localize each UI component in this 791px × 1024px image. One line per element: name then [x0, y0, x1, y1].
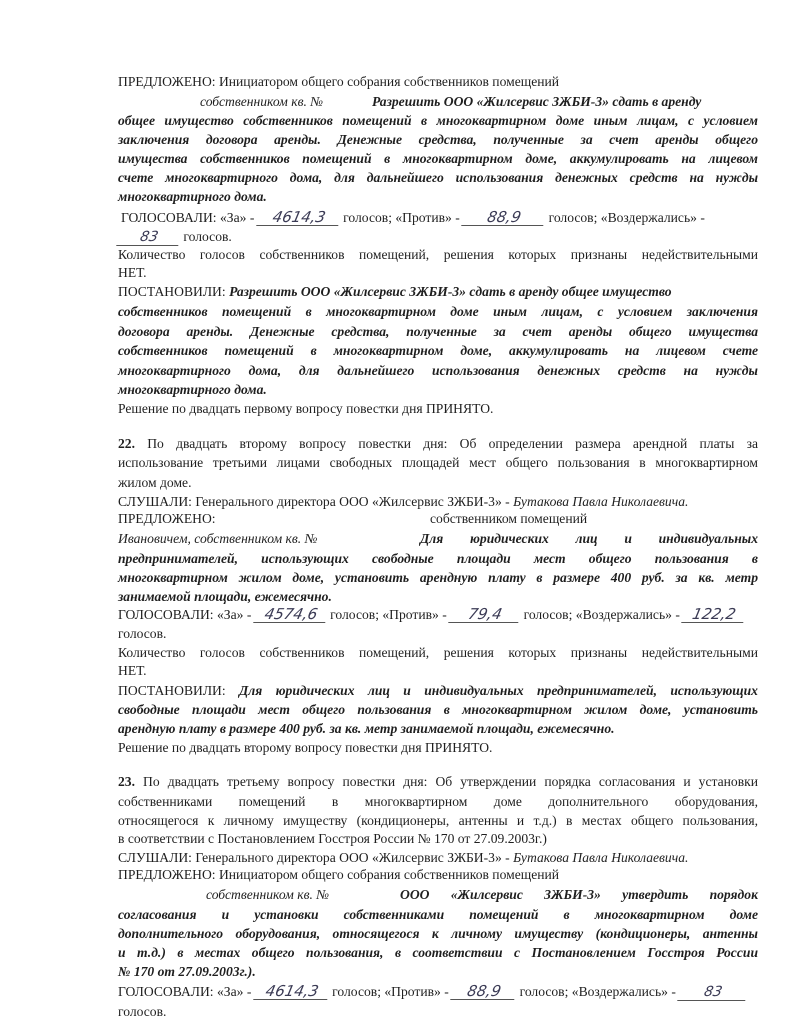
q22-proposed-label: ПРЕДЛОЖЕНО:: [118, 511, 216, 526]
q21-votes-for: 4614,3: [256, 209, 342, 226]
q22-votes-unit-3: голосов.: [118, 626, 167, 641]
q22-proposal-1: Для юридических лиц и индивидуальных: [420, 531, 758, 546]
q22-heading-3: жилом доме.: [118, 475, 192, 490]
q23-owner-prefix: собственником кв. №: [206, 887, 330, 902]
q21-invalid-line: Количество голосов собственников помещений, решения которых признаны недействительными: [118, 247, 758, 262]
q22-resolved-line-1: [118, 682, 758, 700]
q23-heading-1: [118, 773, 758, 791]
q22-votes-against: 79,4: [448, 606, 522, 623]
q23-heading-4: в соответствии с Постановлением Госстроя России № 170 от 27.09.2003г.): [118, 831, 547, 846]
q23-proposal-2: согласования и установки собственниками помещений в многоквартирном доме: [118, 907, 758, 922]
q22-heard-line: [118, 493, 688, 511]
q21-votes-unit-3: голосов.: [183, 229, 232, 244]
q21-proposal-4: имущества собственников помещений в многоквартирном доме, аккумулировать на лицевом: [118, 151, 758, 166]
q23-vote-line: [118, 983, 747, 1001]
q23-vote-label: ГОЛОСОВАЛИ: «За» -: [118, 984, 252, 999]
q22-number: 22.: [118, 436, 135, 451]
q21-resolved-2: собственников помещений в многоквартирном доме иным лицам, с условием заключения: [118, 304, 758, 319]
q22-decision: Решение по двадцать второму вопросу повестки дня ПРИНЯТО.: [118, 740, 493, 755]
q23-votes-for: 4614,3: [253, 983, 331, 1000]
q23-votes-against: 88,9: [450, 983, 518, 1000]
q22-proposal-4: занимаемой площади, ежемесячно.: [118, 589, 332, 604]
q23-votes-abstain: 83: [677, 984, 749, 1001]
q22-heard-person: Бутакова Павла Николаевича.: [513, 494, 689, 509]
q22-proposal-3: многоквартирном жилом доме, установить арендную плату в размере 400 руб. за кв. метр: [118, 570, 758, 585]
q21-votes-abstain: 83: [116, 229, 182, 246]
q21-invalid-value: НЕТ.: [118, 265, 147, 280]
q23-number: 23.: [118, 774, 135, 789]
q21-votes-against: 88,9: [461, 209, 547, 226]
q21-owner-line: [200, 93, 323, 111]
q23-votes-unit-1: голосов; «Против» -: [332, 984, 449, 999]
q23-proposal-5: № 170 от 27.09.2003г.).: [118, 964, 256, 979]
q22-vote-label: ГОЛОСОВАЛИ: «За» -: [118, 607, 252, 622]
q22-votes-for: 4574,6: [253, 606, 329, 623]
q22-votes-unit-1: голосов; «Против» -: [330, 607, 447, 622]
q22-votes-unit-2: голосов; «Воздержались» -: [523, 607, 680, 622]
q21-proposed-line: ПРЕДЛОЖЕНО: Инициатором общего собрания собственников помещений: [118, 74, 560, 89]
q23-heard-label: СЛУШАЛИ: Генерального директора ООО «Жилсервис ЗЖБИ-3» -: [118, 850, 510, 865]
q21-proposal-3: заключения договора аренды. Денежные средства, полученные за счет аренды общего: [118, 132, 758, 147]
q23-votes-unit-3: голосов.: [118, 1004, 167, 1019]
q22-resolved-2: свободные площади мест общего пользования в многоквартирном жилом доме, установить: [118, 702, 758, 717]
q21-decision: Решение по двадцать первому вопросу повестки дня ПРИНЯТО.: [118, 401, 494, 416]
q21-vote-line: [121, 209, 705, 227]
q23-votes-unit-2: голосов; «Воздержались» -: [519, 984, 676, 999]
q22-owner-line: Ивановичем, собственником кв. №: [118, 531, 318, 546]
q22-heading-1: [118, 435, 758, 453]
q21-proposal-2: общее имущество собственников помещений в многоквартирном доме иным лицам, с условием: [118, 113, 758, 128]
q23-heard-person: Бутакова Павла Николаевича.: [513, 850, 689, 865]
q21-resolved-line-1: [118, 283, 672, 301]
q21-resolved-5: многоквартирного дома, для дальнейшего использования денежных средств на нужды: [118, 363, 758, 378]
q21-resolved-1: Разрешить ООО «Жилсервис ЗЖБИ-3» сдать в аренду общее имущество: [229, 284, 672, 299]
q21-proposal-5: счете многоквартирного дома, для дальнейшего использования денежных средств на нужды: [118, 170, 758, 185]
q22-heading-2: использование третьими лицами свободных площадей мест общего пользования в многоквартирном: [118, 455, 758, 470]
q22-proposal-2: предпринимателей, использующих свободные площади мест общего пользования в: [118, 551, 758, 566]
q22-resolved-3: арендную плату в размере 400 руб. за кв. метр занимаемой площади, ежемесячно.: [118, 721, 615, 736]
q22-heading-text-1: По двадцать второму вопросу повестки дня: Об определении размера арендной платы за: [147, 436, 758, 451]
q23-proposal-1: ООО «Жилсервис ЗЖБИ-3» утвердить порядок: [400, 887, 758, 902]
q22-proposed-owners: собственником помещений: [430, 511, 588, 526]
q22-resolved-label: ПОСТАНОВИЛИ:: [118, 683, 226, 698]
q21-resolved-label: ПОСТАНОВИЛИ:: [118, 284, 226, 299]
q22-invalid-line: Количество голосов собственников помещений, решения которых признаны недействительными: [118, 645, 758, 660]
q21-votes-unit-1: голосов; «Против» -: [343, 210, 460, 225]
q23-proposal-3: дополнительного оборудования, относящегося к личному имуществу (кондиционеры, антенны: [118, 926, 758, 941]
q23-heading-3: относящегося к личному имуществу (кондиционеры, антенны и т.д.) в местах общего пользования,: [118, 813, 758, 828]
q22-invalid-value: НЕТ.: [118, 663, 147, 678]
q21-owner-prefix: собственником кв. №: [200, 94, 324, 109]
q22-votes-abstain: 122,2: [681, 606, 747, 623]
q23-heard-line: [118, 849, 688, 867]
q21-resolved-6: многоквартирного дома.: [118, 382, 267, 397]
q22-heard-label: СЛУШАЛИ: Генерального директора ООО «Жилсервис ЗЖБИ-3» -: [118, 494, 510, 509]
q23-heading-text-1: По двадцать третьему вопросу повестки дня: Об утверждении порядка согласования и установки: [143, 774, 758, 789]
q21-proposal-6: многоквартирного дома.: [118, 189, 267, 204]
q22-vote-line: [118, 606, 745, 624]
q21-proposal-1: Разрешить ООО «Жилсервис ЗЖБИ-3» сдать в аренду: [372, 94, 702, 109]
q23-heading-2: собственниками помещений в многоквартирном доме дополнительного оборудования,: [118, 794, 758, 809]
q21-resolved-4: собственников помещений в многоквартирном доме, аккумулировать на лицевом счете: [118, 343, 758, 358]
q22-resolved-1: Для юридических лиц и индивидуальных предпринимателей, использующих: [239, 683, 758, 698]
q21-resolved-3: договора аренды. Денежные средства, полученные за счет аренды общего имущества: [118, 324, 758, 339]
q23-proposal-4: и т.д.) в местах общего пользования, в соответствии с Постановлением Госстроя России: [118, 945, 758, 960]
q21-abstain-line: [118, 228, 232, 246]
q21-votes-unit-2: голосов; «Воздержались» -: [548, 210, 705, 225]
q23-proposed-line: ПРЕДЛОЖЕНО: Инициатором общего собрания собственников помещений: [118, 867, 560, 882]
q21-vote-label: ГОЛОСОВАЛИ: «За» -: [121, 210, 255, 225]
